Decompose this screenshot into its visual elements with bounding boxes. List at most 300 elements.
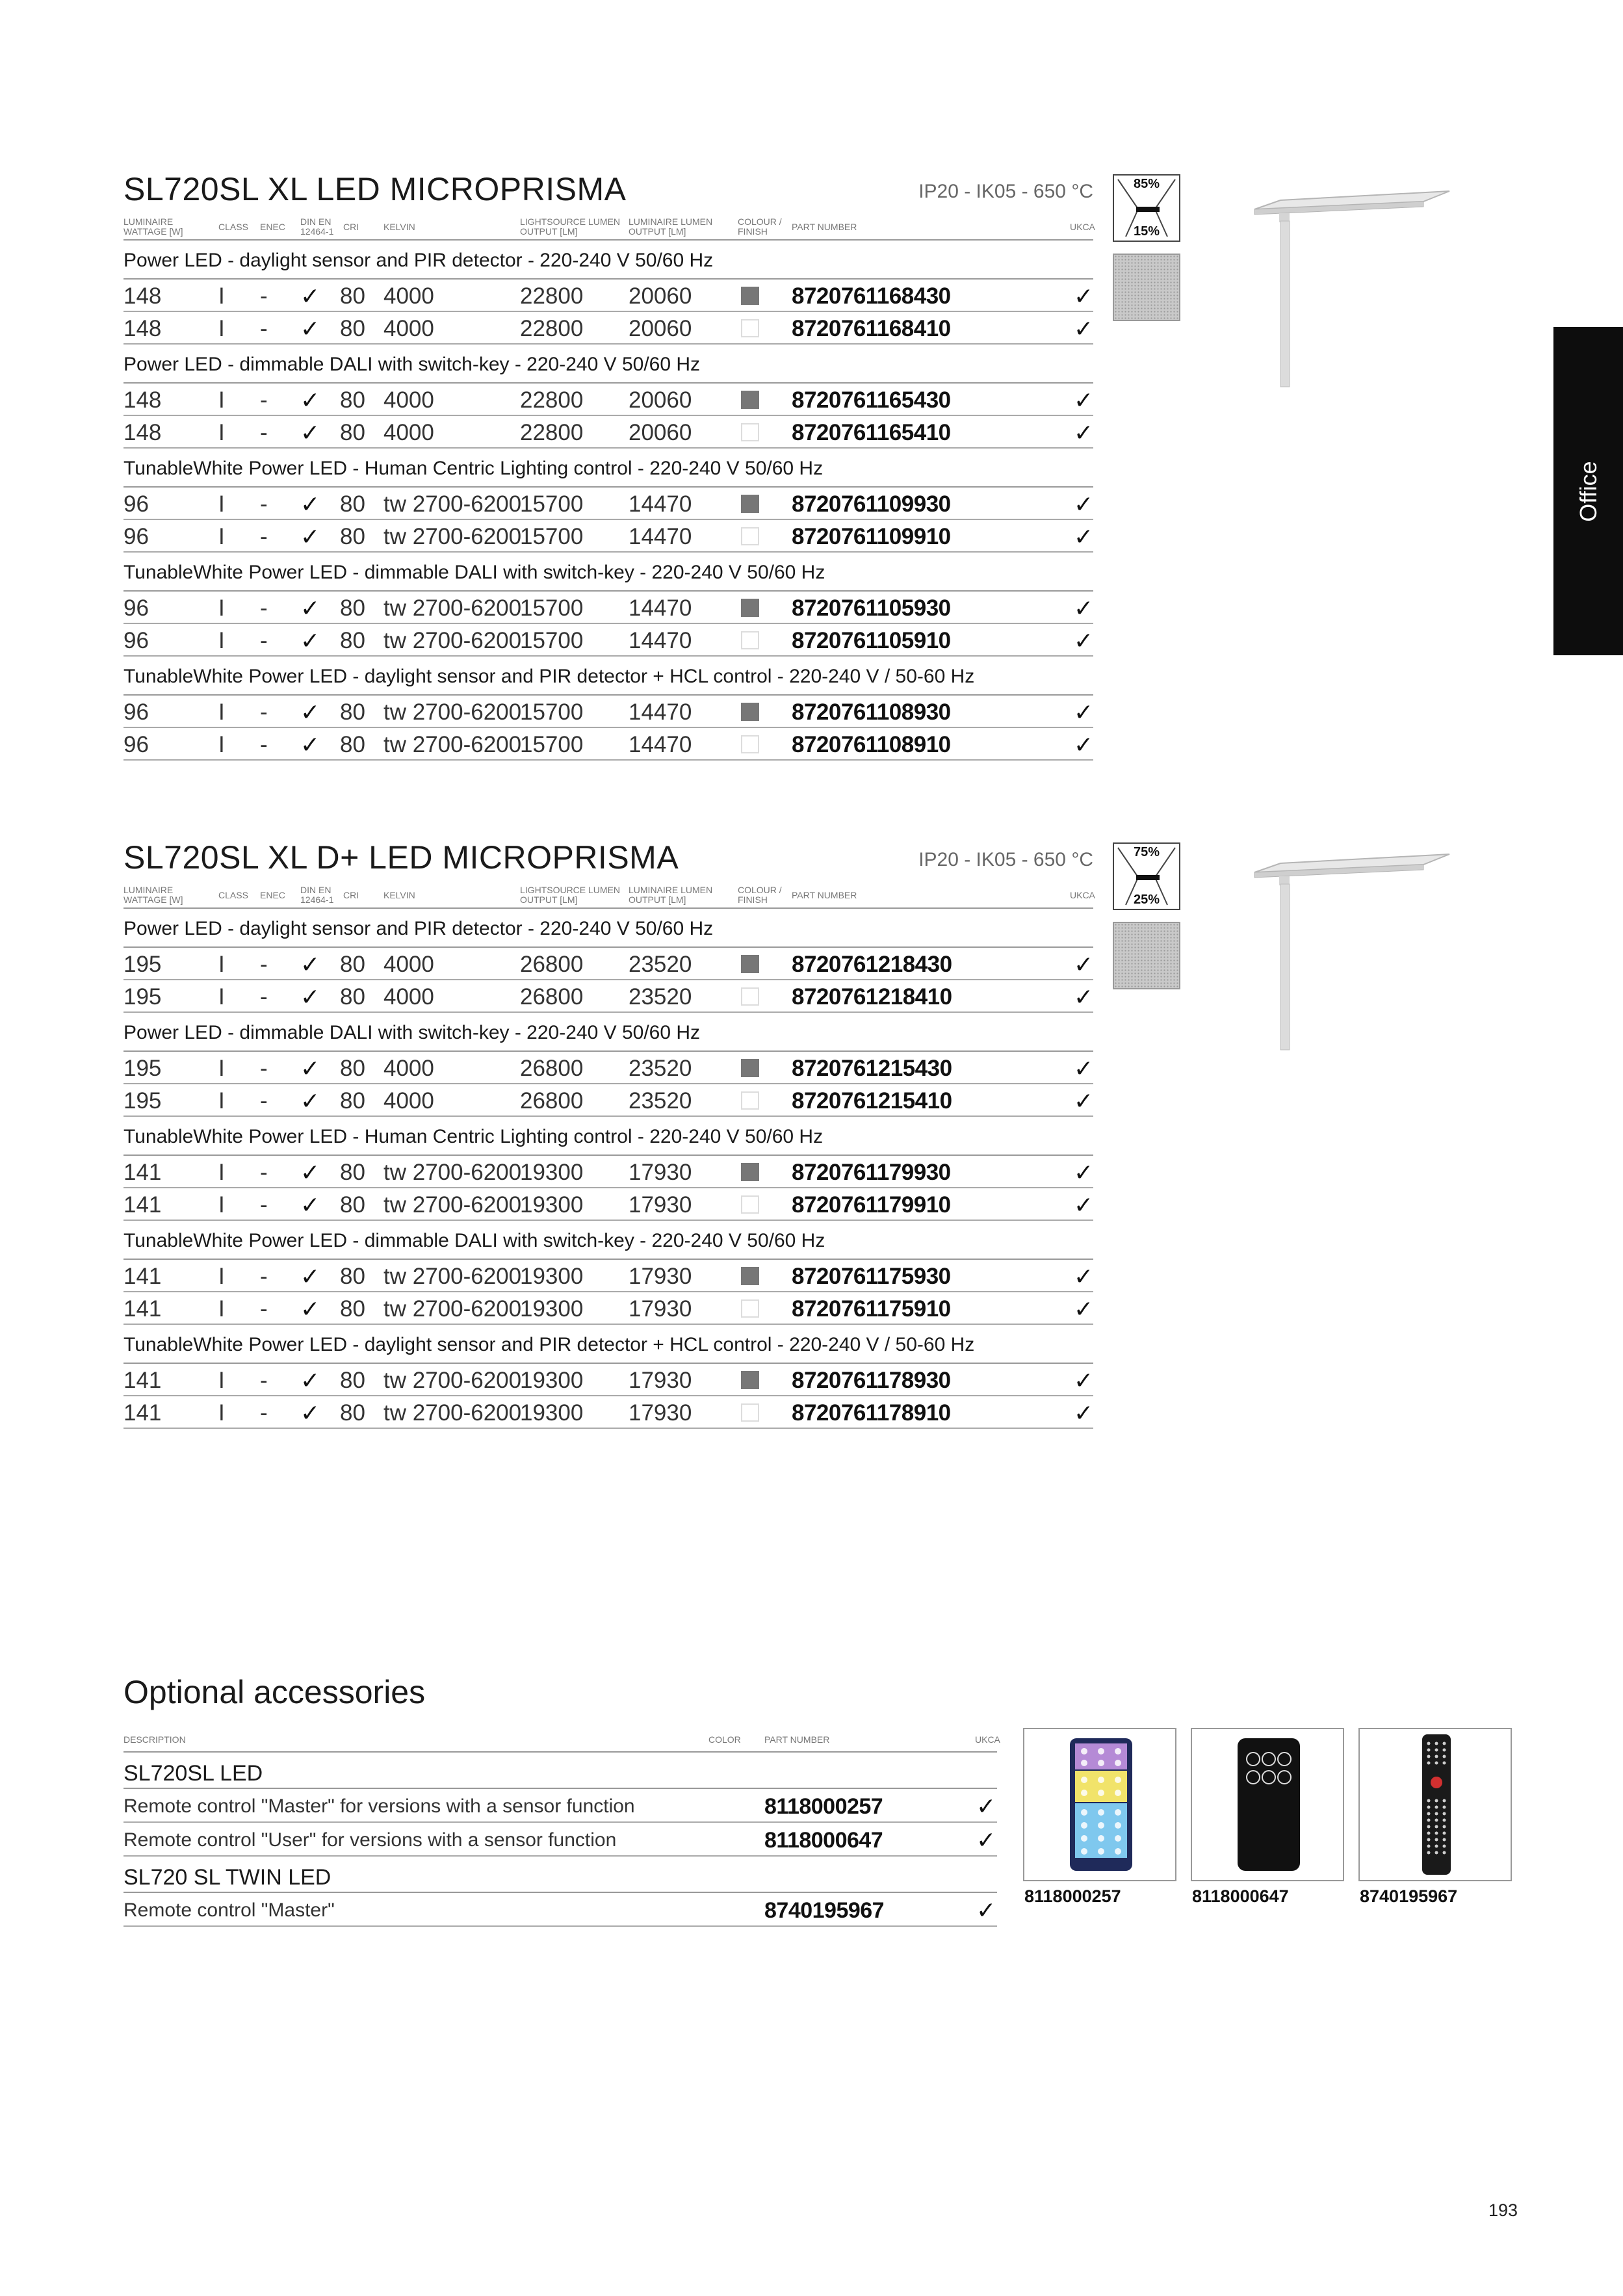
cell-enec: - [260,420,268,445]
cell-din: ✓ [300,1367,320,1394]
cell-lum: 20060 [629,420,692,445]
table-row [123,1156,1093,1188]
cell-kelvin: 4000 [383,952,434,977]
cell-enec: - [260,491,268,517]
cell-watt: 96 [123,595,149,621]
cell-watt: 148 [123,316,162,341]
table-row [123,280,1093,312]
cell-kelvin: tw 2700-6200 [383,524,522,549]
colour-swatch [741,703,759,721]
cell-cls: I [218,952,225,977]
ukca-check-icon: ✓ [1074,1296,1094,1322]
cell-cri: 80 [340,1192,365,1218]
col-cri: CRI [343,222,359,232]
cell-lum: 14470 [629,732,692,757]
ukca-check-icon: ✓ [1074,1088,1094,1114]
group-title: Power LED - dimmable DALI with switch-key - 220-240 V 50/60 Hz [123,1013,1093,1052]
remote-caption: 8118000257 [1024,1886,1121,1906]
colour-swatch [741,391,759,409]
side-tab-office[interactable] [1553,327,1623,655]
part-number: 8720761105910 [792,628,951,653]
product-section-2 [123,839,1093,1430]
cell-watt: 148 [123,387,162,413]
col-kelvin: KELVIN [383,890,415,900]
cell-enec: - [260,1368,268,1393]
table-row [123,1084,1093,1117]
cell-kelvin: tw 2700-6200 [383,595,522,621]
cell-cls: I [218,1056,225,1081]
distribution-down: 25% [1133,893,1160,907]
cell-lum: 23520 [629,984,692,1010]
product-section-1 [123,170,1093,762]
cell-din: ✓ [300,984,320,1010]
column-header [123,883,1093,909]
cell-cls: I [218,283,225,309]
cell-lum: 14470 [629,595,692,621]
cell-watt: 141 [123,1264,162,1289]
ukca-check-icon: ✓ [1074,1055,1094,1082]
col-ukca: UKCA [1070,890,1095,900]
cell-enec: - [260,732,268,757]
colour-swatch [741,955,759,973]
colour-swatch [741,1195,759,1214]
cell-kelvin: 4000 [383,1088,434,1114]
colour-swatch [741,1163,759,1181]
ukca-check-icon: ✓ [1074,1192,1094,1218]
col-wattage: LUMINAIRE WATTAGE [W] [123,885,183,905]
cell-din: ✓ [300,1296,320,1322]
cell-cri: 80 [340,387,365,413]
cell-lum: 17930 [629,1296,692,1322]
cell-enec: - [260,1264,268,1289]
floor-lamp-image [1241,845,1456,1053]
cell-lum: 17930 [629,1368,692,1393]
cell-watt: 195 [123,1056,162,1081]
col-ukca: UKCA [975,1734,1000,1745]
table-row [123,696,1093,728]
floor-lamp-image [1241,182,1456,390]
part-number: 8720761108910 [792,732,951,757]
col-luminaire-lumen: LUMINAIRE LUMEN OUTPUT [LM] [629,885,713,905]
cell-din: ✓ [300,627,320,654]
side-tab-label: Office [1574,460,1602,522]
cell-lum: 20060 [629,316,692,341]
luminaire-bar-icon [1136,875,1160,880]
table-row [123,1292,1093,1325]
cell-cri: 80 [340,952,365,977]
cell-cri: 80 [340,283,365,309]
cell-lum: 17930 [629,1400,692,1426]
col-colour: COLOUR / FINISH [738,885,782,905]
ukca-check-icon: ✓ [1074,283,1094,309]
group-title: Power LED - dimmable DALI with switch-key - 220-240 V 50/60 Hz [123,345,1093,384]
cell-din: ✓ [300,699,320,725]
cell-din: ✓ [300,951,320,978]
colour-swatch [741,1371,759,1389]
ukca-check-icon: ✓ [1074,315,1094,342]
cell-enec: - [260,1400,268,1426]
ukca-check-icon: ✓ [1074,1400,1094,1426]
col-ukca: UKCA [1070,222,1095,232]
cell-cri: 80 [340,1264,365,1289]
ukca-check-icon: ✓ [1074,731,1094,758]
cell-enec: - [260,699,268,725]
cell-ls: 19300 [520,1368,584,1393]
cell-din: ✓ [300,283,320,309]
cell-kelvin: tw 2700-6200 [383,732,522,757]
ukca-check-icon: ✓ [1074,1263,1094,1290]
part-number: 8720761179910 [792,1192,951,1218]
col-din: DIN EN 12464-1 [300,885,334,905]
ip-rating: IP20 - IK05 - 650 °C [918,181,1093,202]
cell-cri: 80 [340,984,365,1010]
ukca-check-icon: ✓ [1074,627,1094,654]
group-title: TunableWhite Power LED - dimmable DALI with switch-key - 220-240 V 50/60 Hz [123,1221,1093,1260]
cell-cls: I [218,316,225,341]
cell-kelvin: tw 2700-6200 [383,491,522,517]
accessory-row [123,1789,997,1823]
table-row [123,1396,1093,1429]
col-description: DESCRIPTION [123,1734,186,1745]
cell-watt: 96 [123,699,149,725]
cell-cls: I [218,387,225,413]
cell-kelvin: 4000 [383,984,434,1010]
cell-watt: 96 [123,491,149,517]
cell-lum: 23520 [629,952,692,977]
cell-enec: - [260,1192,268,1218]
table-row [123,520,1093,553]
part-number: 8720761215430 [792,1056,952,1081]
cell-cls: I [218,1296,225,1322]
cell-ls: 22800 [520,316,584,341]
microprisma-texture-image [1113,254,1180,321]
cell-ls: 22800 [520,283,584,309]
table-row [123,728,1093,761]
accessory-pn: 8118000257 [764,1794,883,1819]
cell-din: ✓ [300,1055,320,1082]
cell-watt: 195 [123,1088,162,1114]
remote-image-master [1023,1728,1176,1881]
colour-swatch [741,423,759,441]
table-row [123,980,1093,1013]
table-row [123,1364,1093,1396]
group-title: TunableWhite Power LED - Human Centric Lighting control - 220-240 V 50/60 Hz [123,449,1093,488]
cell-cls: I [218,1192,225,1218]
table-row [123,1188,1093,1221]
accessory-group-title: SL720SL LED [123,1753,997,1789]
cell-cri: 80 [340,1400,365,1426]
cell-cri: 80 [340,420,365,445]
col-wattage: LUMINAIRE WATTAGE [W] [123,216,183,237]
remote-caption: 8740195967 [1360,1886,1458,1906]
cell-watt: 195 [123,952,162,977]
cell-ls: 19300 [520,1264,584,1289]
light-distribution-icon [1113,174,1180,242]
ukca-check-icon: ✓ [1074,595,1094,621]
colour-swatch [741,631,759,649]
light-distribution-icon [1113,842,1180,910]
accessory-pn: 8740195967 [764,1898,885,1923]
ukca-check-icon: ✓ [1074,523,1094,550]
col-part-number: PART NUMBER [764,1734,830,1745]
table-row [123,948,1093,980]
table-row [123,624,1093,657]
cell-kelvin: tw 2700-6200 [383,1264,522,1289]
cell-enec: - [260,387,268,413]
cell-cls: I [218,628,225,653]
part-number: 8720761105930 [792,595,951,621]
col-enec: ENEC [260,890,285,900]
cell-din: ✓ [300,1159,320,1186]
colour-swatch [741,1403,759,1422]
cell-watt: 96 [123,524,149,549]
accessory-description: Remote control "Master" for versions with a sensor function [123,1795,635,1817]
cell-ls: 19300 [520,1400,584,1426]
cell-ls: 15700 [520,491,584,517]
distribution-down: 15% [1133,224,1160,239]
cell-enec: - [260,1088,268,1114]
part-number: 8720761175910 [792,1296,951,1322]
cell-din: ✓ [300,595,320,621]
col-din: DIN EN 12464-1 [300,216,334,237]
colour-swatch [741,987,759,1006]
distribution-up: 85% [1133,177,1160,191]
group-title: Power LED - daylight sensor and PIR detector - 220-240 V 50/60 Hz [123,909,1093,948]
cell-enec: - [260,595,268,621]
cell-ls: 19300 [520,1192,584,1218]
ukca-check-icon: ✓ [1074,1159,1094,1186]
cell-watt: 141 [123,1160,162,1185]
cell-ls: 15700 [520,732,584,757]
cell-cls: I [218,491,225,517]
accessory-group-title: SL720 SL TWIN LED [123,1857,997,1893]
cell-cri: 80 [340,628,365,653]
cell-cls: I [218,699,225,725]
cell-watt: 96 [123,628,149,653]
colour-swatch [741,1299,759,1318]
ip-rating: IP20 - IK05 - 650 °C [918,849,1093,870]
cell-cls: I [218,524,225,549]
distribution-up: 75% [1133,845,1160,859]
part-number: 8720761109910 [792,524,951,549]
group-title: Power LED - daylight sensor and PIR detector - 220-240 V 50/60 Hz [123,241,1093,280]
cell-kelvin: tw 2700-6200 [383,1160,522,1185]
page-number: 193 [1488,2200,1518,2220]
cell-lum: 23520 [629,1088,692,1114]
part-number: 8720761218410 [792,984,952,1010]
cell-watt: 141 [123,1400,162,1426]
cell-din: ✓ [300,1088,320,1114]
cell-cri: 80 [340,316,365,341]
cell-kelvin: tw 2700-6200 [383,1192,522,1218]
cell-enec: - [260,984,268,1010]
colour-swatch [741,527,759,545]
part-number: 8720761109930 [792,491,951,517]
cell-kelvin: tw 2700-6200 [383,1368,522,1393]
col-enec: ENEC [260,222,285,232]
cell-enec: - [260,952,268,977]
product-rows [123,241,1093,761]
col-part-number: PART NUMBER [792,222,857,232]
luminaire-bar-icon [1136,207,1160,212]
remote-image-twin [1358,1728,1512,1881]
ukca-check-icon: ✓ [1074,699,1094,725]
cell-lum: 14470 [629,524,692,549]
cell-cri: 80 [340,1160,365,1185]
cell-ls: 19300 [520,1296,584,1322]
table-row [123,488,1093,520]
cell-cri: 80 [340,1368,365,1393]
cell-enec: - [260,1160,268,1185]
cell-din: ✓ [300,523,320,550]
colour-swatch [741,1059,759,1077]
group-title: TunableWhite Power LED - Human Centric Lighting control - 220-240 V 50/60 Hz [123,1117,1093,1156]
cell-lum: 23520 [629,1056,692,1081]
ukca-check-icon: ✓ [976,1793,996,1820]
cell-ls: 26800 [520,984,584,1010]
remote-user-icon [1192,1729,1343,1880]
colour-swatch [741,1091,759,1110]
accessory-row [123,1823,997,1857]
colour-swatch [741,495,759,513]
cell-cls: I [218,1264,225,1289]
group-title: TunableWhite Power LED - daylight sensor and PIR detector + HCL control - 220-240 V / 50-60 Hz [123,1325,1093,1364]
cell-watt: 141 [123,1192,162,1218]
ukca-check-icon: ✓ [1074,419,1094,446]
cell-din: ✓ [300,1263,320,1290]
cell-enec: - [260,283,268,309]
part-number: 8720761218430 [792,952,952,977]
colour-swatch [741,1267,759,1285]
col-class: CLASS [218,890,248,900]
accessory-description: Remote control "Master" [123,1899,335,1921]
cell-watt: 141 [123,1368,162,1393]
part-number: 8720761178930 [792,1368,951,1393]
col-cri: CRI [343,890,359,900]
cell-lum: 14470 [629,628,692,653]
col-lightsource-lumen: LIGHTSOURCE LUMEN OUTPUT [LM] [520,885,621,905]
column-header [123,215,1093,241]
cell-kelvin: 4000 [383,420,434,445]
cell-cls: I [218,420,225,445]
part-number: 8720761165410 [792,420,951,445]
cell-cls: I [218,1400,225,1426]
cell-kelvin: 4000 [383,1056,434,1081]
cell-watt: 96 [123,732,149,757]
section-title: SL720SL XL D+ LED MICROPRISMA [123,839,679,876]
cell-ls: 22800 [520,387,584,413]
cell-cls: I [218,1160,225,1185]
cell-lum: 17930 [629,1160,692,1185]
cell-cls: I [218,1088,225,1114]
col-color: COLOR [708,1734,741,1745]
cell-enec: - [260,316,268,341]
cell-cls: I [218,595,225,621]
ukca-check-icon: ✓ [1074,491,1094,517]
product-rows [123,909,1093,1429]
cell-din: ✓ [300,1400,320,1426]
col-kelvin: KELVIN [383,222,415,232]
part-number: 8720761215410 [792,1088,952,1114]
part-number: 8720761175930 [792,1264,951,1289]
colour-swatch [741,599,759,617]
colour-swatch [741,735,759,753]
part-number: 8720761108930 [792,699,951,725]
part-number: 8720761165430 [792,387,951,413]
table-row [123,384,1093,416]
cell-cri: 80 [340,1056,365,1081]
ukca-check-icon: ✓ [976,1897,996,1924]
part-number: 8720761168410 [792,316,951,341]
cell-lum: 20060 [629,387,692,413]
cell-kelvin: tw 2700-6200 [383,1296,522,1322]
cell-ls: 15700 [520,628,584,653]
part-number: 8720761168430 [792,283,951,309]
cell-lum: 17930 [629,1264,692,1289]
col-colour: COLOUR / FINISH [738,216,782,237]
accessory-description: Remote control "User" for versions with a sensor function [123,1829,617,1851]
cell-enec: - [260,1296,268,1322]
cell-cls: I [218,1368,225,1393]
table-row [123,1260,1093,1292]
cell-kelvin: 4000 [383,316,434,341]
cell-kelvin: tw 2700-6200 [383,699,522,725]
cell-ls: 15700 [520,699,584,725]
table-row [123,416,1093,449]
cell-ls: 15700 [520,524,584,549]
cell-din: ✓ [300,315,320,342]
table-row [123,592,1093,624]
col-part-number: PART NUMBER [792,890,857,900]
cell-cri: 80 [340,491,365,517]
cell-cri: 80 [340,732,365,757]
cell-cls: I [218,732,225,757]
cell-din: ✓ [300,387,320,413]
group-title: TunableWhite Power LED - dimmable DALI with switch-key - 220-240 V 50/60 Hz [123,553,1093,592]
remote-twin-icon [1360,1729,1511,1880]
cell-lum: 17930 [629,1192,692,1218]
ukca-check-icon: ✓ [1074,387,1094,413]
cell-cls: I [218,984,225,1010]
remote-master-icon [1024,1729,1175,1880]
cell-lum: 14470 [629,699,692,725]
remote-caption: 8118000647 [1192,1886,1289,1906]
accessory-pn: 8118000647 [764,1828,883,1853]
accessory-row [123,1893,997,1927]
accessories-section [123,1673,1000,1946]
accessories-title: Optional accessories [123,1674,426,1710]
ukca-check-icon: ✓ [1074,984,1094,1010]
cell-enec: - [260,1056,268,1081]
ukca-check-icon: ✓ [1074,1367,1094,1394]
cell-din: ✓ [300,1192,320,1218]
cell-cri: 80 [340,1296,365,1322]
group-title: TunableWhite Power LED - daylight sensor and PIR detector + HCL control - 220-240 V / 50-60 Hz [123,657,1093,696]
cell-ls: 26800 [520,1088,584,1114]
colour-swatch [741,319,759,337]
cell-ls: 15700 [520,595,584,621]
cell-ls: 22800 [520,420,584,445]
cell-din: ✓ [300,731,320,758]
cell-watt: 148 [123,420,162,445]
cell-ls: 19300 [520,1160,584,1185]
cell-kelvin: 4000 [383,283,434,309]
cell-watt: 141 [123,1296,162,1322]
cell-kelvin: 4000 [383,387,434,413]
accessories-column-header [123,1728,1000,1753]
cell-lum: 20060 [629,283,692,309]
ukca-check-icon: ✓ [976,1827,996,1853]
